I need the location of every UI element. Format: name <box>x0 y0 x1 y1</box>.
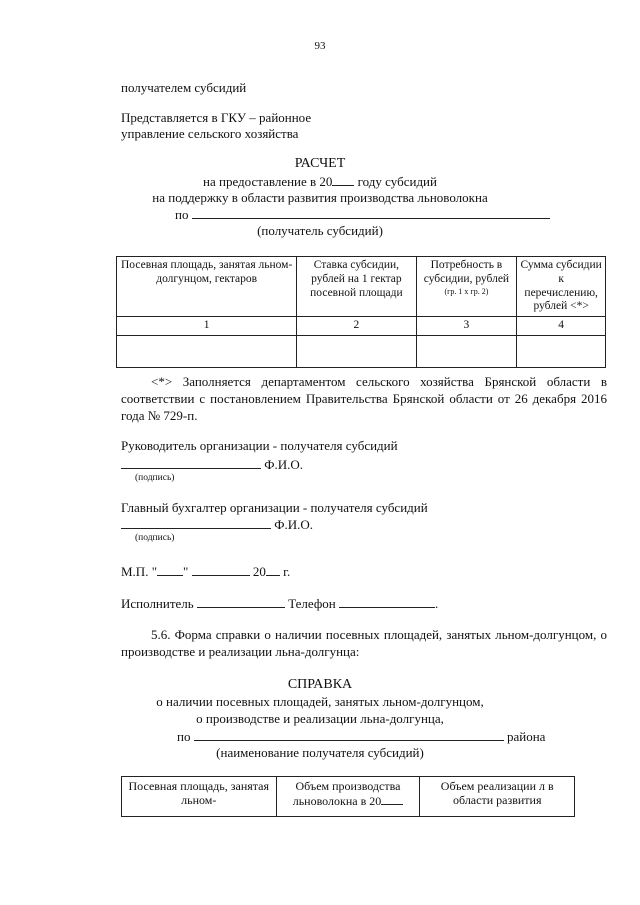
recipient-line: получателем субсидий <box>121 80 247 95</box>
executor-label: Исполнитель <box>121 596 194 611</box>
calc-line-1 <box>0 173 640 190</box>
year-prefix: 20 <box>252 564 266 579</box>
spravka-po-line <box>177 728 545 745</box>
calc-line-2: на поддержку в области развития производства льноволокна <box>152 190 488 205</box>
calc-col-number: 1 <box>117 317 297 336</box>
spravka-caption: (наименование получателя субсидий) <box>216 745 424 760</box>
calc-header-2: Ставка субсидии, рублей на 1 гектар посевной площади <box>297 257 416 317</box>
table-cell <box>117 335 297 367</box>
spravka-table-header-row <box>122 777 575 817</box>
calc-empty-row <box>117 335 606 367</box>
phone-label: Телефон <box>288 596 336 611</box>
executor-blank <box>197 595 285 608</box>
mp-line: М.П. " " 20 г. <box>121 564 291 579</box>
calc-col-number: 4 <box>517 317 606 336</box>
calc-col-number: 3 <box>416 317 517 336</box>
calc-header-4: Сумма субсидии к перечислению, рублей <*> <box>517 257 606 317</box>
spravka-line-2: о производстве и реализации льна-долгунца, <box>196 711 444 726</box>
calc-col-number: 2 <box>297 317 416 336</box>
calc-line-1-suffix: году субсидий <box>357 174 437 189</box>
signature-blank <box>121 516 271 529</box>
head-signature-line <box>121 456 303 473</box>
head-sign-caption: (подпись) <box>135 473 175 483</box>
calc-table-header-row <box>117 257 606 317</box>
spravka-po-label: по <box>177 729 191 744</box>
recipient-blank <box>192 206 550 219</box>
spravka-header-1: Посевная площадь, занятая льном- <box>122 777 277 817</box>
recipient-blank <box>194 728 504 741</box>
head-label: Руководитель организации - получателя субсидий <box>121 438 398 453</box>
presented-line-2: управление сельского хозяйства <box>121 126 299 141</box>
signature-blank <box>121 456 261 469</box>
spravka-table <box>121 776 575 817</box>
year-blank <box>266 563 280 576</box>
spravka-header-2 <box>276 777 420 817</box>
year-suffix: г. <box>283 564 291 579</box>
calc-table <box>116 256 606 368</box>
accountant-label: Главный бухгалтер организации - получателя субсидий <box>121 500 428 515</box>
calc-po-line <box>175 206 550 223</box>
accountant-sign-caption: (подпись) <box>135 533 175 543</box>
table-cell <box>517 335 606 367</box>
calc-number-row <box>117 317 606 336</box>
accountant-fio: Ф.И.О. <box>274 517 314 532</box>
phone-blank <box>339 595 435 608</box>
table-cell <box>416 335 517 367</box>
spravka-header-3: Объем реализации л в области развития <box>420 777 575 817</box>
accountant-signature-line <box>121 516 313 533</box>
calc-caption: (получатель субсидий) <box>257 223 383 238</box>
month-blank <box>192 563 250 576</box>
executor-line: Исполнитель Телефон . <box>121 596 439 611</box>
calc-header-3-note: (гр. 1 х гр. 2) <box>444 286 489 296</box>
spravka-header-2-text: Объем производства льноволокна в 20 <box>292 779 401 809</box>
calc-title: РАСЧЕТ <box>294 156 346 171</box>
day-blank <box>157 563 183 576</box>
presented-line-1: Представляется в ГКУ – районное <box>121 110 312 125</box>
calc-header-3 <box>416 257 517 317</box>
spravka-line-1: о наличии посевных площадей, занятых льном-долгунцом, <box>156 694 484 709</box>
page-number: 93 <box>314 40 326 52</box>
year-blank <box>332 173 354 186</box>
spravka-rayon: района <box>506 729 546 744</box>
year-blank <box>381 793 403 805</box>
calc-line-1-prefix: на предоставление в 20 <box>203 174 333 189</box>
section-5-6: 5.6. Форма справки о наличии посевных площадей, занятых льном-долгунцом, о производстве и реализации льна-долгунца: <box>121 627 607 659</box>
calc-header-3-text: Потребность в субсидии, рублей <box>423 259 510 285</box>
calc-footnote: <*> Заполняется департаментом сельского хозяйства Брянской области в соответствии с постановлением Правительства Брянской области от 26 декабря 2016 года № 729-п. <box>121 374 607 423</box>
mp-label: М.П. " <box>121 564 158 579</box>
calc-po-label: по <box>175 207 189 222</box>
spravka-title: СПРАВКА <box>287 677 353 692</box>
calc-header-1: Посевная площадь, занятая льном-долгунцом, гектаров <box>117 257 297 317</box>
head-fio: Ф.И.О. <box>264 457 304 472</box>
table-cell <box>297 335 416 367</box>
